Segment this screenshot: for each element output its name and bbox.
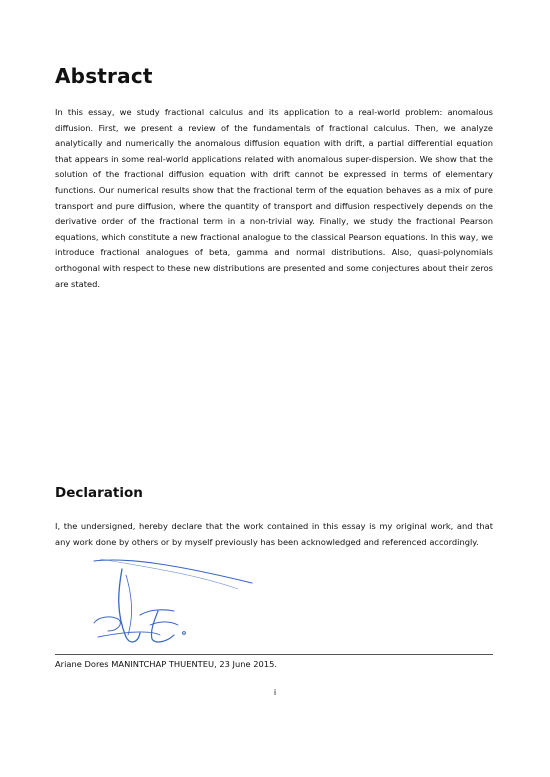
- declaration-text: I, the undersigned, hereby declare that the work contained in this essay is my original work, and that any work done by others or by myself previously has been acknowledged and referenced accordingly.: [55, 521, 493, 547]
- abstract-title: Abstract: [55, 64, 153, 88]
- signature-rule: [55, 654, 493, 655]
- declaration-title: Declaration: [55, 485, 143, 501]
- handwritten-signature: [88, 555, 258, 650]
- abstract-text: In this essay, we study fractional calculus and its application to a real-world problem: anomalous diffusion. First, we present a review of the fundamentals of fractional calculus. Then, we analyze analytically and numerically the anomalous diffusion equation with drift, a partial differential equation that appears in some real-world applications related with anomalous super-dispersion. We show that the solution of the fractional diffusion equation with drift cannot be expressed in terms of elementary functions. Our numerical results show that the fractional term of the equation behaves as a mix of pure transport and pure diffusion, where the quantity of transport and diffusion respectively depends on the derivative order of the fractional term in a non-trivial way. Finally, we study the fractional Pearson equations, which constitute a new fractional analogue to the classical Pearson equations. In this way, we introduce fractional analogues of beta, gamma and normal distributions. Also, quasi-polynomials orthogonal with respect to these new distributions are presented and some conjectures about their zeros are stated.: [55, 107, 493, 289]
- page-number: i: [273, 687, 277, 697]
- signatory-line: Ariane Dores MANINTCHAP THUENTEU, 23 June 2015.: [55, 659, 277, 669]
